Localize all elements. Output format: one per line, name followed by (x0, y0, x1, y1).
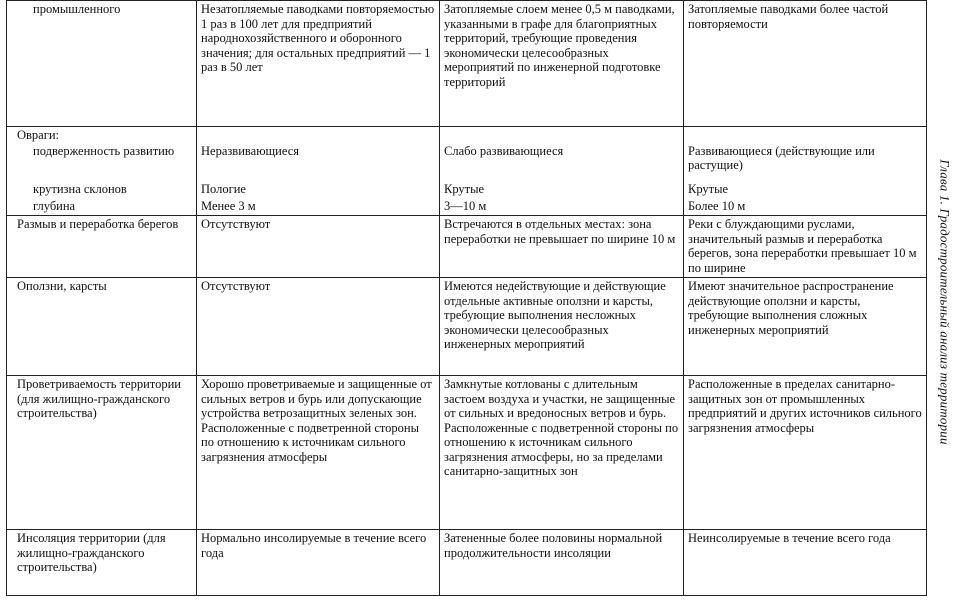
cell-favorable (197, 127, 440, 143)
cell-favorable: Хорошо проветриваемые и защищенные от сильных ветров и бурь или допускающие устройства ветрозащитных зеленых зон. Расположенные с подветренной стороны по отношению к источникам сильного загрязнения атмосферы (197, 376, 440, 530)
cell-unfavorable (440, 127, 684, 143)
cell-favorable: Незатопляемые паводками повторяемостью 1 раз в 100 лет для предприятий народнохозяйственного и оборонного значения; для остальных предприятий — 1 раз в 50 лет (197, 1, 440, 127)
cell-favorable: Пологие (197, 181, 440, 198)
table-row (7, 198, 927, 216)
cell-unfavorable: Затопляемые слоем менее 0,5 м паводками, указанными в графе для благоприятных территорий, требующие проведения экономически целесообразных мероприятий по инженерной подготовке территорий (440, 1, 684, 127)
table-row (7, 376, 927, 530)
running-head (931, 0, 959, 604)
row-label: промышленного (7, 1, 197, 127)
cell-unfavorable: Слабо развивающиеся (440, 143, 684, 181)
cell-unfavorable: Имеются недействующие и действующие отдельные активные оползни и карсты, требующие выполнения несложных экономически целесообразных инженерных мероприятий (440, 278, 684, 376)
cell-favorable: Менее 3 м (197, 198, 440, 216)
cell-especially-unfavorable (684, 127, 927, 143)
cell-especially-unfavorable: Расположенные в пределах санитарно-защитных зон от промышленных предприятий и других источников сильного загрязнения атмосферы (684, 376, 927, 530)
cell-unfavorable: Крутые (440, 181, 684, 198)
row-label: Оползни, карсты (7, 278, 197, 376)
table-row (7, 278, 927, 376)
cell-especially-unfavorable: Затопляемые паводками более частой повторяемости (684, 1, 927, 127)
table-row (7, 530, 927, 596)
cell-especially-unfavorable: Реки с блуждающими руслами, значительный размыв и переработка берегов, зона переработки превышает 10 м по ширине (684, 216, 927, 278)
cell-especially-unfavorable: Неинсолируемые в течение всего года (684, 530, 927, 596)
suitability-table (6, 0, 927, 596)
row-label: глубина (7, 198, 197, 216)
cell-especially-unfavorable: Имеют значительное распространение действующие оползни и карсты, требующие выполнения сложных инженерных мероприятий (684, 278, 927, 376)
table-row (7, 216, 927, 278)
chapter-title: Глава 1. Градостроительный анализ территории (938, 159, 953, 445)
row-label: Овраги: (7, 127, 197, 143)
cell-favorable: Нормально инсолируемые в течение всего года (197, 530, 440, 596)
table-row (7, 127, 927, 143)
cell-favorable: Отсутствуют (197, 216, 440, 278)
table-row (7, 143, 927, 181)
cell-unfavorable: Затененные более половины нормальной продолжительности инсоляции (440, 530, 684, 596)
row-label: подверженность развитию (7, 143, 197, 181)
cell-unfavorable: Встречаются в отдельных местах: зона переработки не превышает по ширине 10 м (440, 216, 684, 278)
cell-unfavorable: 3—10 м (440, 198, 684, 216)
row-label: Размыв и переработка берегов (7, 216, 197, 278)
cell-especially-unfavorable: Более 10 м (684, 198, 927, 216)
cell-favorable: Отсутствуют (197, 278, 440, 376)
row-label: Проветриваемость территории (для жилищно-гражданского строительства) (7, 376, 197, 530)
row-label: Инсоляция территории (для жилищно-гражданского строительства) (7, 530, 197, 596)
table-row (7, 181, 927, 198)
row-label: крутизна склонов (7, 181, 197, 198)
cell-especially-unfavorable: Развивающиеся (действующие или растущие) (684, 143, 927, 181)
table-row (7, 1, 927, 127)
cell-unfavorable: Замкнутые котлованы с длительным застоем воздуха и участки, не защищенные от сильных и вредоносных ветров и бурь. Расположенные с подветренной стороны по отношению к источникам сильного загрязнения атмосферы, но за пределами санитарно-защитных зон (440, 376, 684, 530)
cell-favorable: Неразвивающиеся (197, 143, 440, 181)
cell-especially-unfavorable: Крутые (684, 181, 927, 198)
